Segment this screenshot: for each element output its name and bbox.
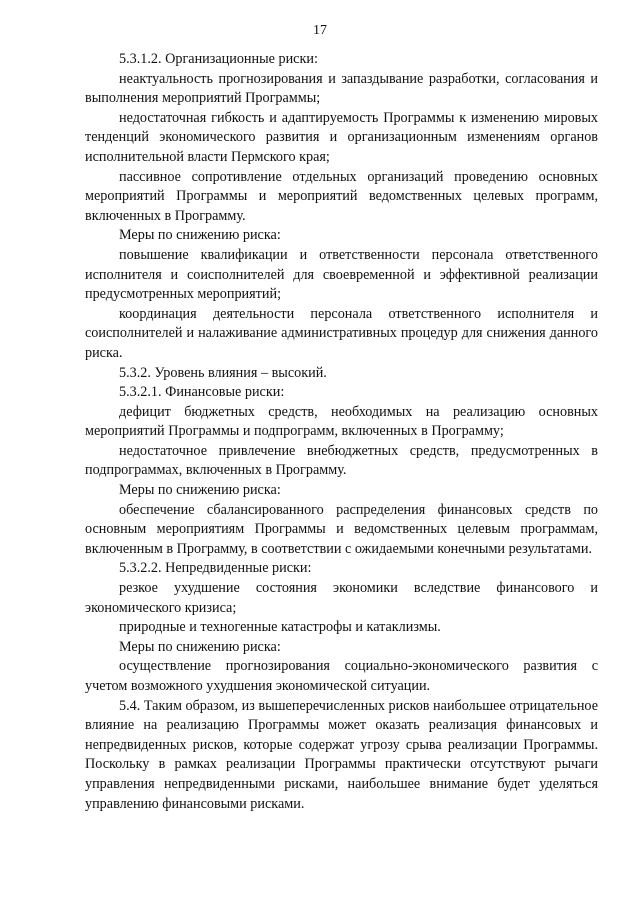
- document-body: [85, 50, 598, 814]
- risk-item: пассивное сопротивление отдельных организаций проведению основных мероприятий Программы и мероприятий ведомственных целевых программ, включенных в Программу.: [85, 168, 598, 224]
- risk-item: дефицит бюджетных средств, необходимых на реализацию основных мероприятий Программы и подпрограмм, включенных в Программу;: [85, 403, 598, 440]
- risk-item: природные и техногенные катастрофы и катаклизмы.: [119, 619, 441, 636]
- section-heading-unforeseen-risks: 5.3.2.2. Непредвиденные риски:: [119, 560, 312, 577]
- page-number: 17: [313, 23, 327, 38]
- section-heading-organizational-risks: 5.3.1.2. Организационные риски:: [119, 51, 318, 67]
- mitigation-item: координация деятельности персонала ответственного исполнителя и соисполнителей и налаживание административных процедур для снижения данного риска.: [85, 305, 598, 361]
- conclusion-paragraph: 5.4. Таким образом, из вышеперечисленных рисков наибольшее отрицательное влияние на реализацию Программы может оказать реализация финансовых и непредвиденных рисков, которые содержат угрозу срыва реализации Программы. Поскольку в рамках реализации Программы практически отсутствуют рычаги управления непредвиденными рисками, наибольшее внимание будет уделяться управлению финансовыми рисками.: [85, 697, 598, 812]
- mitigation-heading: Меры по снижению риска:: [119, 638, 281, 655]
- section-heading-influence-level: 5.3.2. Уровень влияния – высокий.: [119, 364, 327, 381]
- risk-item: недостаточное привлечение внебюджетных средств, предусмотренных в подпрограммах, включенных в Программу.: [85, 442, 598, 479]
- section-heading-financial-risks: 5.3.2.1. Финансовые риски:: [119, 384, 285, 401]
- mitigation-heading: Меры по снижению риска:: [119, 482, 281, 499]
- risk-item: неактуальность прогнозирования и запаздывание разработки, согласования и выполнения мероприятий Программы;: [85, 70, 598, 107]
- mitigation-item: осуществление прогнозирования социально-экономического развития с учетом возможного ухудшения экономической ситуации.: [85, 658, 598, 694]
- risk-item: недостаточная гибкость и адаптируемость Программы к изменению мировых тенденций экономического развития и организационным изменениям органов исполнительной власти Пермского края;: [85, 109, 598, 165]
- mitigation-item: повышение квалификации и ответственности персонала ответственного исполнителя и соисполнителей для своевременной и эффективной реализации предусмотренных мероприятий;: [85, 246, 598, 303]
- risk-item: резкое ухудшение состояния экономики вследствие финансового и экономического кризиса;: [85, 580, 598, 616]
- mitigation-heading: Меры по снижению риска:: [119, 227, 281, 244]
- mitigation-item: обеспечение сбалансированного распределения финансовых средств по основным мероприятиям Программы и ведомственных целевым программам, включенным в Программу, в соответствии с ожидаемыми конечными результатами.: [85, 501, 598, 557]
